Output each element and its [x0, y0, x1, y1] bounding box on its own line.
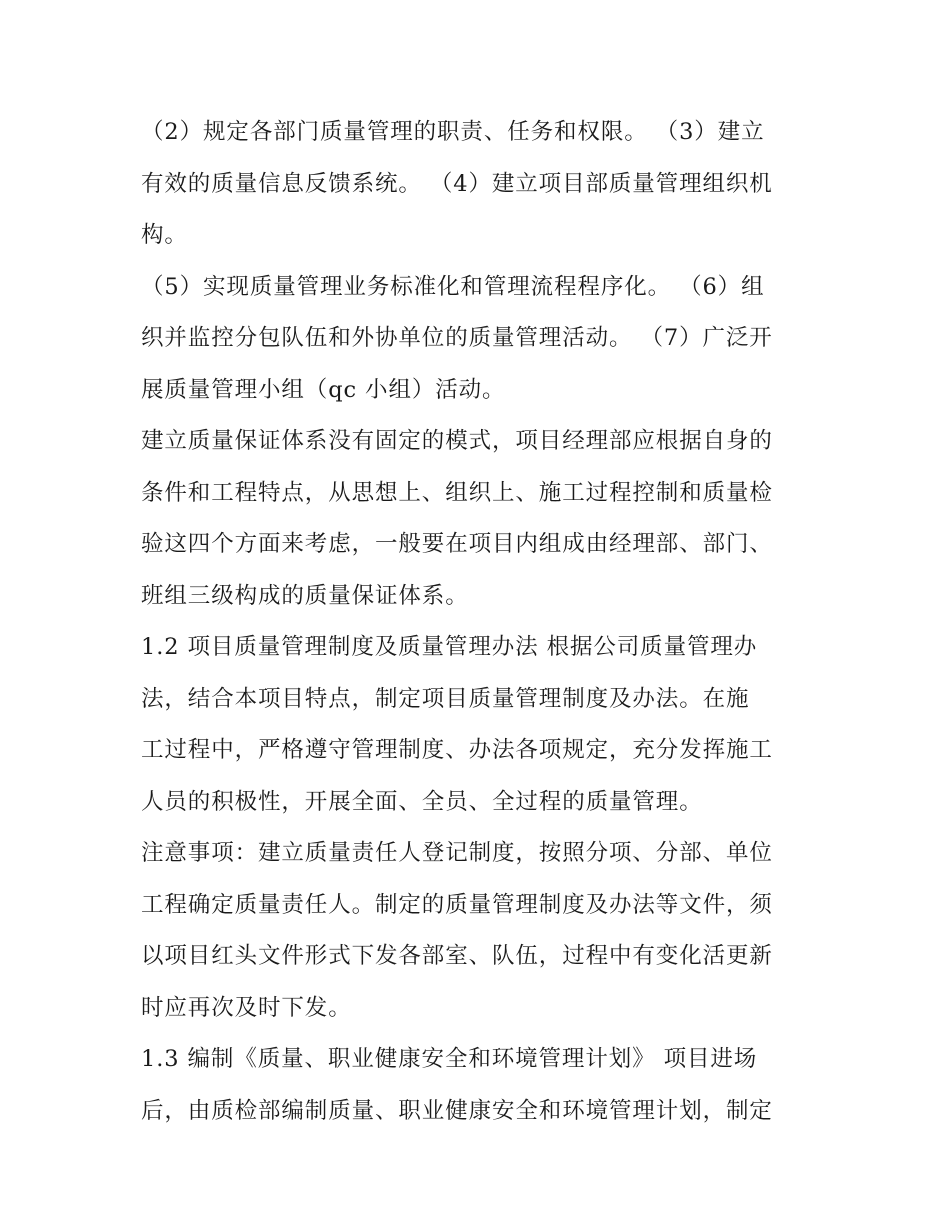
text-line: 以项目红头文件形式下发各部室、队伍，过程中有变化活更新: [141, 943, 773, 969]
section-heading-1-3: 1.3 编制《质量、职业健康安全和环境管理计划》 项目进场: [141, 1046, 758, 1072]
text-line: （5）实现质量管理业务标准化和管理流程程序化。 （6）组: [141, 273, 765, 300]
text-line: 注意事项：建立质量责任人登记制度，按照分项、分部、单位: [141, 840, 773, 866]
text-line: 后，由质检部编制质量、职业健康安全和环境管理计划，制定: [141, 1097, 773, 1124]
text-line: 织并监控分包队伍和外协单位的质量管理活动。 （7）广泛开: [141, 325, 773, 351]
text-line: （2）规定各部门质量管理的职责、任务和权限。 （3）建立: [141, 119, 765, 145]
text-line: 工过程中，严格遵守管理制度、办法各项规定，充分发挥施工: [141, 737, 773, 763]
text-line: 人员的积极性，开展全面、全员、全过程的质量管理。: [141, 788, 703, 815]
text-line: 条件和工程特点，从思想上、组织上、施工过程控制和质量检: [141, 479, 773, 506]
text-line: 班组三级构成的质量保证体系。: [141, 582, 469, 609]
text-line: 构。: [141, 222, 188, 248]
document-body: [141, 107, 821, 1137]
text-line: 验这四个方面来考虑，一般要在项目内组成由经理部、部门、: [141, 531, 773, 557]
text-line: 有效的质量信息反馈系统。 （4）建立项目部质量管理组织机: [141, 170, 773, 197]
section-heading-1-2: 1.2 项目质量管理制度及质量管理办法 根据公司质量管理办: [141, 634, 758, 660]
text-line: 工程确定质量责任人。制定的质量管理制度及办法等文件，须: [141, 891, 773, 918]
text-line: 时应再次及时下发。: [141, 994, 352, 1021]
text-line: 展质量管理小组（qc 小组）活动。: [141, 376, 506, 403]
text-line: 建立质量保证体系没有固定的模式，项目经理部应根据自身的: [141, 428, 773, 454]
text-line: 法，结合本项目特点，制定项目质量管理制度及办法。在施: [141, 685, 750, 712]
